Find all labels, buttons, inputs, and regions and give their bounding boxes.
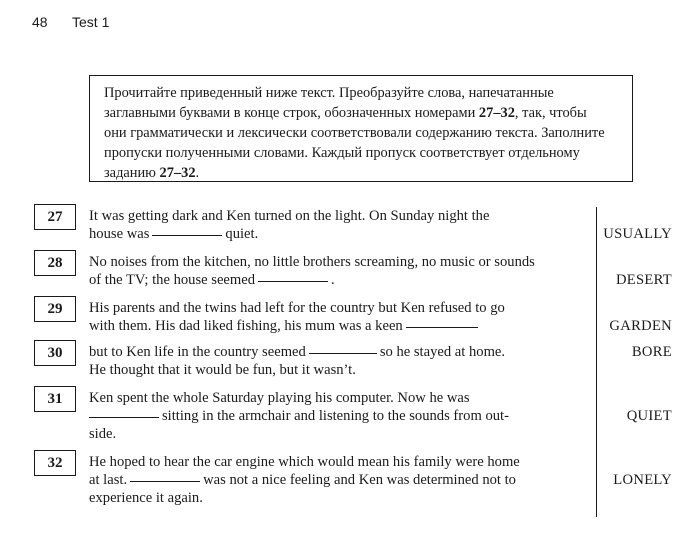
- task-number-27: 27: [34, 204, 76, 230]
- task-30-line-2: He thought that it would be fun, but it wasn’t.: [89, 362, 356, 378]
- task-29-line-2: with them. His dad liked fishing, his mum was a keen: [89, 317, 481, 335]
- instructions-line: пропуски полученными словами. Каждый пропуск соответствует отдельному: [104, 145, 580, 161]
- task-32-line-3: experience it again.: [89, 490, 203, 506]
- instructions-line: заданию 27–32.: [104, 165, 200, 181]
- task-27-line-1: It was getting dark and Ken turned on the light. On Sunday night the: [89, 208, 490, 224]
- instructions-line: заглавными буквами в конце строк, обозначенных номерами 27–32, так, чтобы: [104, 105, 587, 121]
- answer-blank-28[interactable]: [258, 280, 328, 282]
- task-28-line-1: No noises from the kitchen, no little brothers screaming, no music or sounds: [89, 254, 535, 270]
- task-30-line-1: but to Ken life in the country seemed so he stayed at home.: [89, 344, 506, 360]
- keyword-28: DESERT: [615, 272, 672, 288]
- answer-blank-31[interactable]: [89, 416, 159, 418]
- keyword-29: GARDEN: [609, 318, 672, 334]
- task-31-line-1: Ken spent the whole Saturday playing his computer. Now he was: [89, 390, 470, 406]
- task-27-line-2: house was quiet.: [89, 226, 259, 242]
- keyword-30: BORE: [631, 344, 672, 360]
- answer-blank-30[interactable]: [309, 352, 377, 354]
- page-number: 48: [32, 14, 48, 30]
- task-number-28: 28: [34, 250, 76, 276]
- task-32-line-2: at last. was not a nice feeling and Ken was determined not to: [89, 472, 516, 488]
- keyword-27: USUALLY: [603, 226, 672, 242]
- answer-blank-29[interactable]: [406, 326, 478, 328]
- task-number-31: 31: [34, 386, 76, 412]
- task-number-29: 29: [34, 296, 76, 322]
- keyword-31: QUIET: [626, 408, 672, 424]
- task-29-line-1: His parents and the twins had left for the country but Ken refused to go: [89, 300, 505, 316]
- answer-blank-27[interactable]: [152, 234, 222, 236]
- instructions-line: Прочитайте приведенный ниже текст. Преобразуйте слова, напечатанные: [104, 85, 554, 101]
- task-31-line-2: sitting in the armchair and listening to the sounds from out-: [89, 407, 509, 425]
- column-divider: [596, 207, 597, 517]
- task-number-30: 30: [34, 340, 76, 366]
- keyword-32: LONELY: [613, 472, 672, 488]
- instructions-box: [89, 75, 633, 182]
- test-label: Test 1: [72, 14, 110, 30]
- task-31-line-3: side.: [89, 426, 117, 442]
- task-number-32: 32: [34, 450, 76, 476]
- answer-blank-32[interactable]: [130, 480, 200, 482]
- instructions-line: они грамматически и лексически соответствовали содержанию текста. Заполните: [104, 125, 605, 141]
- task-32-line-1: He hoped to hear the car engine which would mean his family were home: [89, 454, 520, 470]
- task-28-line-2: of the TV; the house seemed .: [89, 272, 335, 288]
